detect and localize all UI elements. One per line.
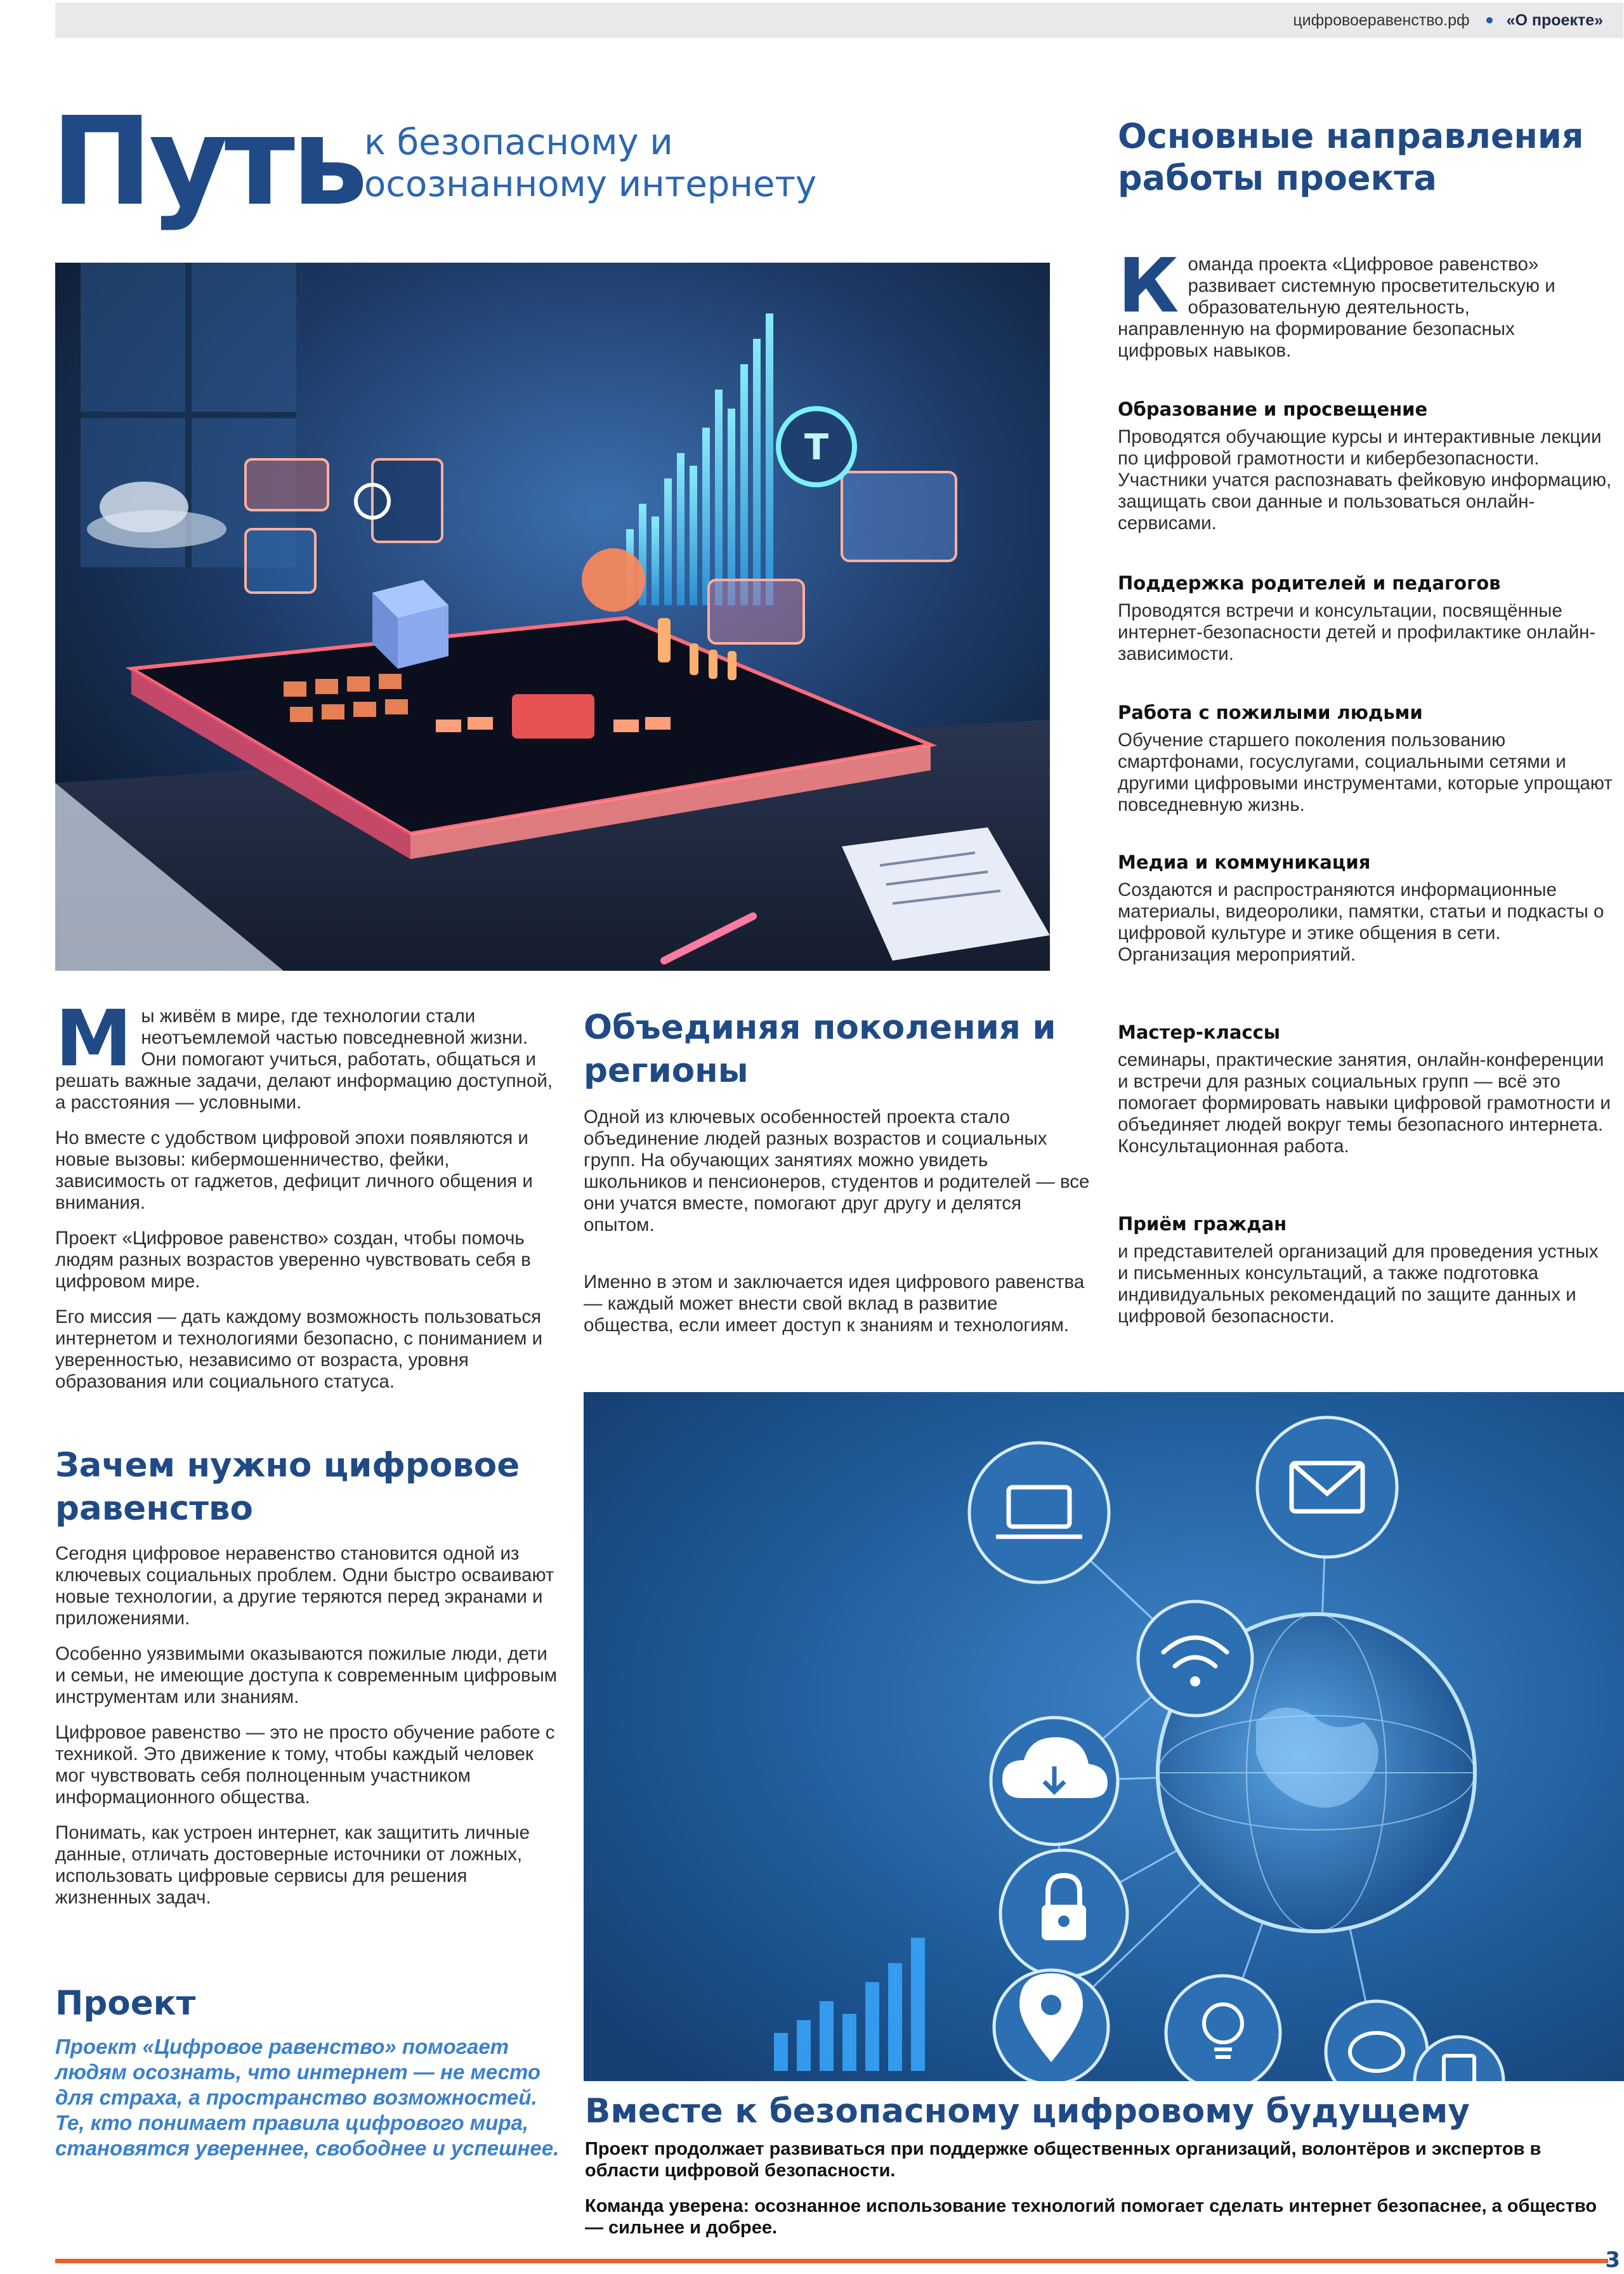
direction-title-media: Медиа и коммуникация — [1118, 851, 1371, 873]
directions-heading: Основные направления работы проекта — [1118, 116, 1584, 198]
why-paragraph: Понимать, как устроен интернет, как защитить личные данные, отличать достоверные источники от ложных, использовать цифровые сервисы для решения жизненных задач. — [55, 1822, 530, 1908]
direction-text-elderly: Обучение старшего поколения пользованию смартфонами, госуслугами, социальными сетями и другими цифровыми инструментами, которые упрощают повседневную жизнь. — [1118, 730, 1613, 815]
section-name: «О проекте» — [1506, 11, 1603, 29]
directions-intro — [1118, 242, 1587, 362]
direction-title-reception: Приём граждан — [1118, 1213, 1287, 1235]
intro-paragraph: Его миссия — дать каждому возможность пользоваться интернетом и технологиями безопасно, с пониманием и уверенностью, независимо от возраста, уровня образования или социального статуса. — [55, 1306, 543, 1392]
subtitle-line-1: к безопасному и — [364, 122, 673, 163]
site-url[interactable]: цифровоеравенство.рф — [1293, 11, 1470, 29]
hero-illustration — [55, 263, 1050, 971]
together-paragraph-2: Команда уверена: осознанное использование технологий помогает сделать интернет безопаснее, а общество — сильнее и добрее. — [585, 2196, 1597, 2238]
generations-heading: Объединяя поколения и регионы — [584, 1008, 1056, 1090]
generations-paragraph: Одной из ключевых особенностей проекта стало объединение людей разных возрастов и социальных групп. На обучающих занятиях можно увидеть школьников и пенсионеров, студентов и родителей — все они учатся вместе, помогают друг другу и делятся опытом. — [584, 1107, 1090, 1235]
direction-text-parents: Проводятся встречи и консультации, посвящённые интернет-безопасности детей и профилактике онлайн-зависимости. — [1118, 600, 1596, 664]
direction-text-media: Создаются и распространяются информационные материалы, видеоролики, памятки, статьи и подкасты о цифровой культуре и этике общения в сети. Организация мероприятий. — [1118, 879, 1604, 965]
why-heading: Зачем нужно цифровое равенство — [55, 1446, 520, 1528]
direction-title-elderly: Работа с пожилыми людьми — [1118, 702, 1423, 723]
intro-paragraph: Проект «Цифровое равенство» создан, чтобы помочь людям разных возрастов уверенно чувствовать себя в цифровом мире. — [55, 1228, 531, 1292]
dropcap-k: К — [1118, 242, 1179, 329]
together-heading: Вместе к безопасному цифровому будущему — [585, 2092, 1470, 2131]
direction-title-parents: Поддержка родителей и педагогов — [1118, 572, 1501, 594]
page-subtitle — [364, 122, 816, 206]
network-svg — [584, 1392, 1624, 2081]
generations-paragraph: Именно в этом и заключается идея цифрового равенства — каждый может внести свой вклад в развитие общества, если имеет доступ к знаниям и технологиям. — [584, 1272, 1085, 1336]
together-section — [585, 2090, 1613, 2238]
direction-text-reception: и представителей организаций для проведения устных и письменных консультаций, а также подготовка индивидуальных рекомендаций по защите данных и цифровой безопасности. — [1118, 1241, 1599, 1327]
why-paragraph: Особенно уязвимыми оказываются пожилые люди, дети и семьи, не имеющие доступа к современным цифровым инструментам или знаниям. — [55, 1643, 558, 1707]
intro-column — [55, 994, 563, 1407]
intro-first-text: ы живём в мире, где технологии стали неотъемлемой частью повседневной жизни. Они помогают учиться, работать, общаться и решать важные задачи, делают информацию доступной, а расстояния — условными. — [55, 1006, 553, 1113]
page-title: Путь — [51, 91, 365, 233]
together-paragraph-1: Проект продолжает развиваться при поддержке общественных организаций, волонтёров и экспертов в области цифровой безопасности. — [585, 2139, 1542, 2181]
direction-title-masterclasses: Мастер-классы — [1118, 1022, 1280, 1043]
why-paragraph: Сегодня цифровое неравенство становится одной из ключевых социальных проблем. Одни быстро осваивают новые технологии, а другие теряются перед экранами и приложениями. — [55, 1543, 554, 1629]
footer-rule — [55, 2259, 1608, 2263]
separator-dot — [1486, 17, 1493, 23]
direction-text-masterclasses: семинары, практические занятия, онлайн-конференции и встречи для разных социальных групп — всё это помогает формировать навыки цифровой грамотности и объединяет людей вокруг темы безопасного интернета. Консультационная работа. — [1118, 1049, 1611, 1157]
intro-paragraph: Но вместе с удобством цифровой эпохи появляются и новые вызовы: кибермошенничество, фейки, зависимость от гаджетов, дефицит личного общения и внимания. — [55, 1127, 533, 1213]
header-bar — [55, 3, 1623, 38]
project-section — [55, 1982, 563, 2161]
directions-intro-text: оманда проекта «Цифровое равенство» развивает системную просветительскую и образовательную деятельность, направленную на формирование безопасных цифровых навыков. — [1118, 254, 1555, 361]
dropcap-m: М — [55, 994, 133, 1084]
project-quote: Проект «Цифровое равенство» помогает людям осознать, что интернет — не место для страха, а пространство возможностей. Те, кто понимает правила цифрового мира, становятся увереннее, свободнее и успешнее. — [55, 2035, 560, 2160]
hero-svg — [55, 263, 1050, 971]
network-illustration — [584, 1392, 1624, 2081]
direction-text-education: Проводятся обучающие курсы и интерактивные лекции по цифровой грамотности и кибербезопасности. Участники учатся распознавать фейковую информацию, защищать свои данные и пользоваться онлайн-сервисами. — [1118, 426, 1612, 534]
why-section — [55, 1444, 563, 1922]
svg-text:T: T — [804, 427, 829, 468]
subtitle-line-2: осознанному интернету — [364, 164, 817, 205]
intro-first-paragraph — [55, 994, 563, 1114]
direction-title-education: Образование и просвещение — [1118, 398, 1428, 420]
why-paragraph: Цифровое равенство — это не просто обучение работе с техникой. Это движение к тому, чтобы каждый человек мог чувствовать себя полноценным участником информационного общества. — [55, 1722, 555, 1808]
generations-section — [584, 1006, 1091, 1336]
project-heading: Проект — [55, 1984, 196, 2023]
page-number: 3 — [1605, 2247, 1620, 2273]
